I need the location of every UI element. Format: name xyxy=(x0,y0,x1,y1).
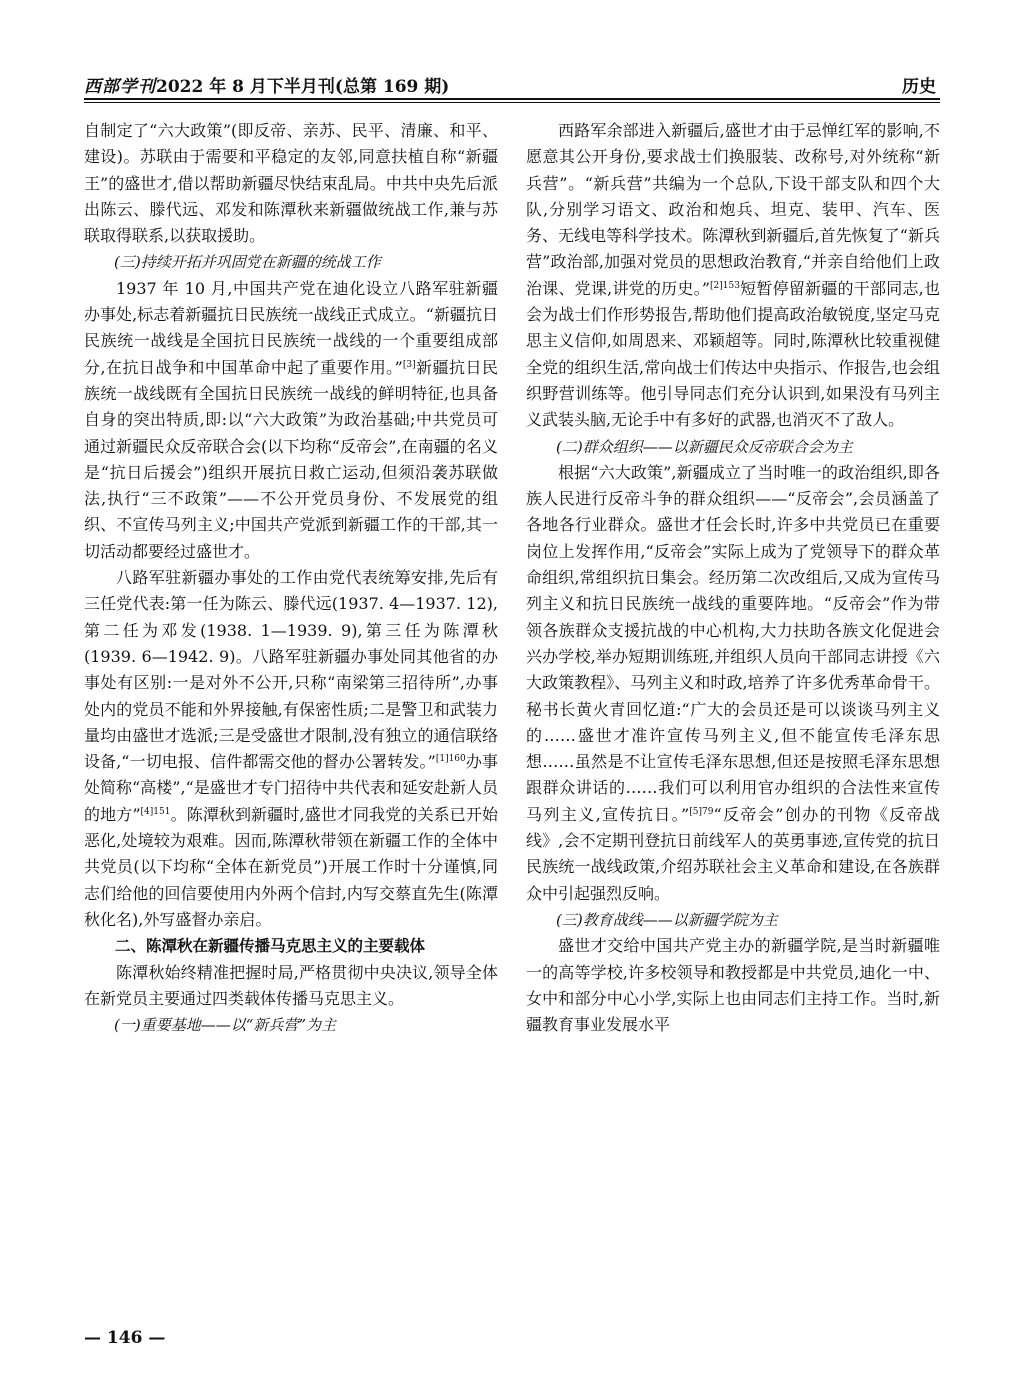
subsection-heading: (三)持续开拓并巩固党在新疆的统战工作 xyxy=(114,253,381,272)
subsection-heading: (二)群众组织——以新疆民众反帝联合会为主 xyxy=(556,437,853,456)
citation: [4]151 xyxy=(140,806,171,817)
page-number: — 146 — xyxy=(84,1328,166,1348)
paragraph: 1937 年 10 月,中国共产党在迪化设立八路军驻新疆办事处,标志着新疆抗日民族统一战线正式成立。“新疆抗日民族统一战线是全国抗日民族统一战线的一个重要组成部分,在抗日战争和中国革命中起了重要作用。”[3]新疆抗日民族统一战线既有全国抗日民族统一战线的鲜明特征,也具备自身的突出特质,即:以“六大政策”为政治基础;中共党员可通过新疆民众反帝联合会(以下均称“反帝会”,在南疆的名义是“抗日后援会”)组织开展抗日救亡运动,但须沿袭苏联做法,执行“三不政策”——不公开党员身份、不发展党的组织、不宣传马列主义;中国共产党派到新疆工作的干部,其一切活动都要经过盛世才。 xyxy=(84,278,498,561)
citation: [5]79 xyxy=(689,806,714,817)
paragraph: 自制定了“六大政策”(即反帝、亲苏、民平、清廉、和平、建设)。苏联由于需要和平稳定的友邻,同意扶植自称“新疆王”的盛世才,借以帮助新疆尽快结束乱局。中共中央先后派出陈云、滕代远、邓发和陈潭秋来新疆做统战工作,兼与苏联取得联系,以获取援助。 xyxy=(84,121,498,246)
subsection-heading: (三)教育战线——以新疆学院为主 xyxy=(556,910,778,929)
paragraph: 八路军驻新疆办事处的工作由党代表统筹安排,先后有三任党代表:第一任为陈云、滕代远(1937. 4—1937. 12),第二任为邓发(1938. 1—1939. 9),第三任为陈潭秋(1939. 6—1942. 9)。八路军驻新疆办事处同其他省的办事处有区别:一是对外不公开,只称“南梁第三招待所”,办事处内的党员不能和外界接触,有保密性质;二是警卫和武装力量均由盛世才选派;三是受盛世才限制,没有独立的通信联络设备,“一切电报、信件都需交他的督办公署转发。”$^{[1]160}$办事处简称“高楼”,“是盛世才专门招待中共代表和延安赴新人员的地方”$^{[4]151}$。陈潭秋到新疆时,盛世才同我党的关系已开始恶化,处境较为艰难。因而,陈潭秋带领在新疆工作的全体中共党员(以下均称“全体在新党员”)开展工作时十分谨慎,同志们给他的回信要使用内外两个信封,内写交蔡直先生(陈潭秋化名),外写盛督办亲启。 xyxy=(84,568,498,929)
header-rule-thin xyxy=(84,102,940,103)
paragraph: 陈潭秋始终精准把握时局,严格贯彻中央决议,领导全体在新党员主要通过四类载体传播马克思主义。 xyxy=(84,962,498,1008)
header-rule-thick xyxy=(84,98,940,100)
paragraph: 根据“六大政策”,新疆成立了当时唯一的政治组织,即各族人民进行反帝斗争的群众组织——“反帝会”,会员涵盖了各地各行业群众。盛世才任会长时,许多中共党员已在重要岗位上发挥作用,“反帝会”实际上成为了党领导下的群众革命组织,常组织抗日集会。经历第二次改组后,又成为宣传马列主义和抗日民族统一战线的重要阵地。“反帝会”作为带领各族群众支援抗战的中心机构,大力扶助各族文化促进会兴办学校,举办短期训练班,并组织人员向干部同志讲授《六大政策教程》、马列主义和时政,培养了许多优秀革命骨干。秘书长黄火青回忆道:“广大的会员还是可以谈谈马列主义的……盛世才准许宣传马列主义,但不能宣传毛泽东思想……虽然是不让宣传毛泽东思想,但还是按照毛泽东思想跟群众讲话的……我们可以利用官办组织的合法性来宣传马列主义,宣传抗日。”$^{[5]79}$“反帝会”创办的刊物《反帝战线》,会不定期刊登抗日前线军人的英勇事迹,宣传党的抗日民族统一战线政策,介绍苏联社会主义革命和建设,在各族群众中引起强烈反响。 xyxy=(526,462,940,903)
citation: [1]160 xyxy=(435,754,466,765)
paragraph: 西路军余部进入新疆后,盛世才由于忌惮红军的影响,不愿意其公开身份,要求战士们换服装、改称号,对外统称“新兵营”。“新兵营”共编为一个总队,下设干部支队和四个大队,分别学习语文、政治和炮兵、坦克、装甲、汽车、医务、无线电等科学技术。陈潭秋到新疆后,首先恢复了“新兵营”政治部,加强对党员的思想政治教育,“并亲自给他们上政治课、党课,讲党的历史。”$^{[2]153}$短暂停留新疆的干部同志,也会为战士们作形势报告,帮助他们提高政治敏锐度,坚定马克思主义信仰,如周恩来、邓颖超等。同时,陈潭秋比较重视健全党的组织生活,常向战士们传达中央指示、作报告,也会组织野营训练等。他引导同志们充分认识到,如果没有马列主义武装头脑,无论手中有多好的武器,也消灭不了敌人。 xyxy=(526,121,940,430)
right-column xyxy=(526,118,940,1038)
header-journal-issue xyxy=(84,72,449,97)
section-heading: 二、陈潭秋在新疆传播马克思主义的主要载体 xyxy=(115,937,426,956)
left-column xyxy=(84,118,498,1038)
running-header xyxy=(84,72,940,98)
paragraph: 盛世才交给中国共产党主办的新疆学院,是当时新疆唯一的高等学校,许多校领导和教授都是中共党员,迪化一中、女中和部分中心小学,实际上也由同志们主持工作。当时,新疆教育事业发展水平 xyxy=(526,936,940,1035)
journal-logo: 西部学刊 xyxy=(84,77,156,97)
subsection-heading: (一)重要基地——以“新兵营”为主 xyxy=(114,1016,337,1035)
issue-info: 2022 年 8 月下半月刊(总第 169 期) xyxy=(156,77,450,97)
citation: [3] xyxy=(402,359,416,370)
section-label: 历史 xyxy=(902,77,936,97)
citation: [2]153 xyxy=(710,280,740,291)
